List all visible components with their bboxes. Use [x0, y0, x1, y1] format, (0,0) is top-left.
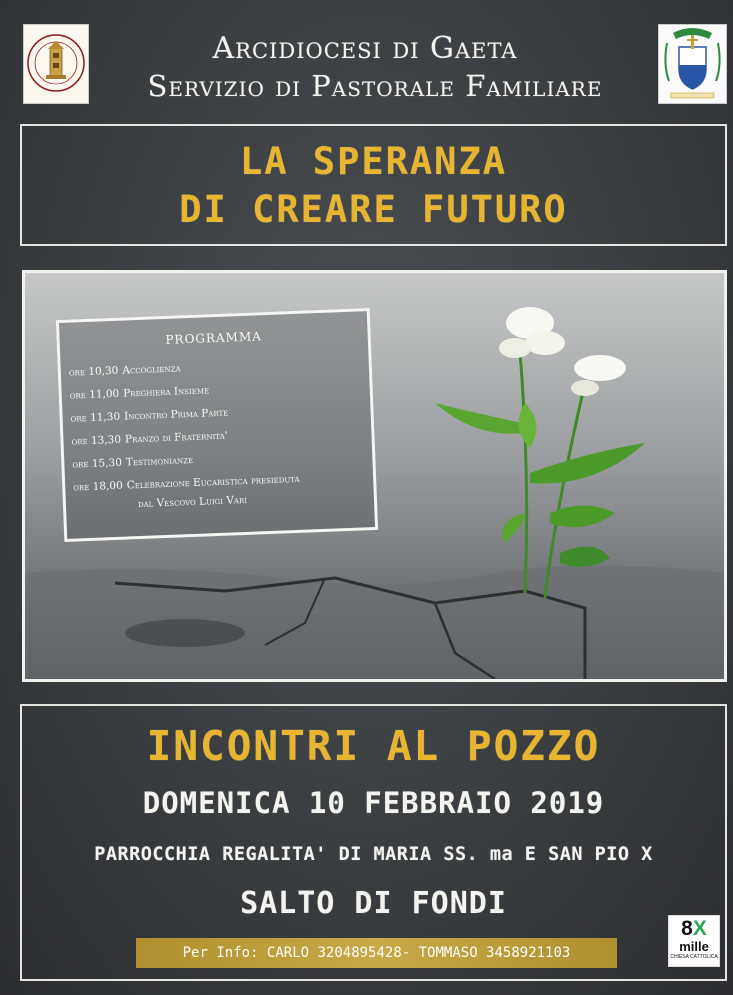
- event-parish: PARROCCHIA REGALITA' DI MARIA SS. ma E SAN PIO X: [94, 844, 653, 865]
- program-item: ore 18,00 Celebrazione Eucaristica presieduta: [73, 472, 300, 494]
- header-archdiocese-name: Arcidiocesi di Gaeta: [212, 31, 518, 66]
- event-date: DOMENICA 10 FEBBRAIO 2019: [142, 786, 605, 820]
- program-title: PROGRAMMA: [165, 329, 263, 347]
- event-place: SALTO DI FONDI: [240, 886, 507, 921]
- program-item: ore 13,30 Pranzo di Fraternita': [71, 429, 228, 448]
- program-item: ore 10,30 Accoglienza: [68, 362, 181, 379]
- event-title: INCONTRI AL POZZO: [146, 722, 601, 770]
- program-item: ore 11,00 Preghiera Insieme: [69, 384, 210, 402]
- program-item: ore 11,30 Incontro Prima Parte: [70, 406, 229, 425]
- header-service-name: Servizio di Pastorale Familiare: [147, 69, 603, 103]
- main-title-line2: DI CREARE FUTURO: [179, 188, 568, 231]
- bishop-coat-of-arms-logo: [658, 24, 727, 104]
- program-item-continuation: dal Vescovo Luigi Vari: [137, 493, 248, 511]
- program-card: [56, 308, 378, 542]
- otto-per-mille-logo: 8X mille CHIESA CATTOLICA: [668, 915, 720, 967]
- title-frame: [20, 124, 727, 246]
- contact-info-bar: Per Info: CARLO 3204895428- TOMMASO 3458921103: [136, 938, 617, 968]
- program-item: ore 15,30 Testimonianze: [72, 453, 194, 471]
- main-title-line1: LA SPERANZA: [239, 140, 508, 183]
- archdiocese-seal-logo: [23, 24, 89, 104]
- event-frame: [20, 704, 727, 981]
